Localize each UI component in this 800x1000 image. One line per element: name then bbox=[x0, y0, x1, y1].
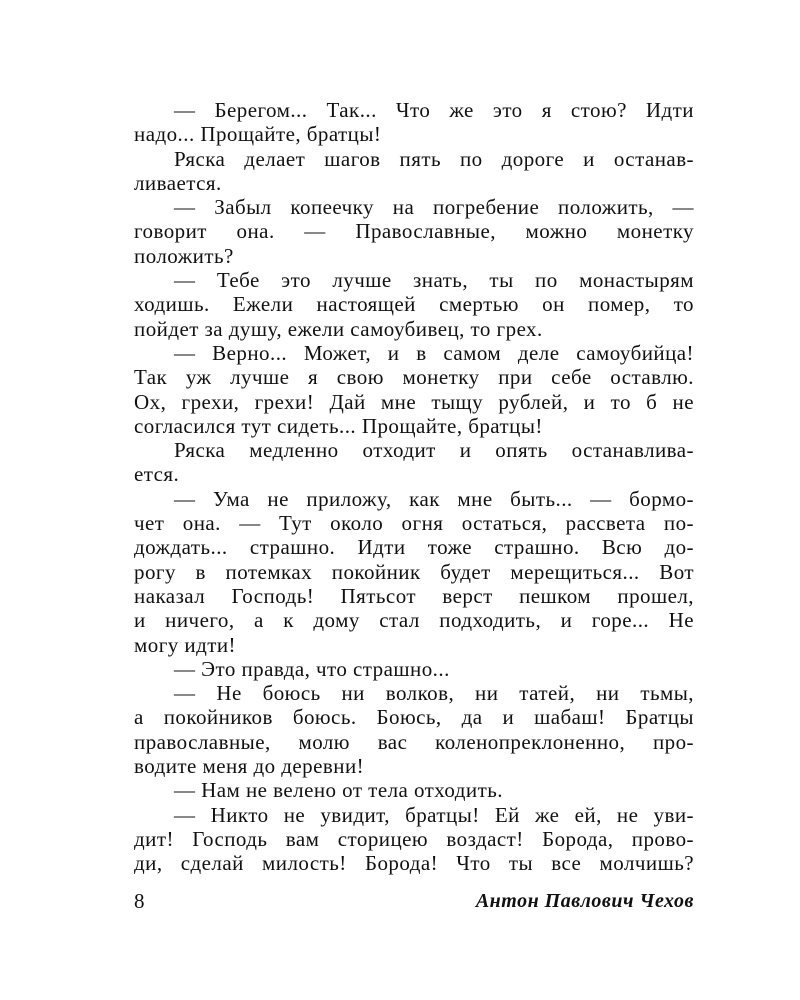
text-line: и ничего, а к дому стал подходить, и горе... Не bbox=[134, 608, 694, 633]
page-body bbox=[134, 98, 694, 876]
text-line: согласился тут сидеть... Прощайте, братцы! bbox=[134, 413, 543, 438]
text-line: — Тебе это лучше знать, ты по монастырям bbox=[174, 268, 694, 293]
text-line: могу идти! bbox=[134, 632, 236, 657]
text-line: — Забыл копеечку на погребение положить, — bbox=[174, 195, 694, 220]
text-line: водите меня до деревни! bbox=[134, 754, 365, 779]
text-line: надо... Прощайте, братцы! bbox=[134, 122, 382, 147]
running-title: Антон Павлович Чехов bbox=[475, 890, 694, 912]
text-line: дит! Господь вам сторицею воздаст! Борода, прово- bbox=[134, 826, 694, 851]
page-footer bbox=[134, 888, 694, 914]
text-line: чет она. — Тут около огня остаться, рассвета по- bbox=[134, 511, 694, 536]
page-number: 8 bbox=[134, 889, 145, 913]
text-line: пойдет за душу, ежели самоубивец, то грех. bbox=[134, 316, 543, 341]
text-line: — Нам не велено от тела отходить. bbox=[174, 778, 503, 803]
text-line: ется. bbox=[134, 462, 180, 487]
text-line: а покойников боюсь. Боюсь, да и шабаш! Братцы bbox=[134, 705, 694, 730]
text-line: говорит она. — Православные, можно монетку bbox=[134, 219, 694, 244]
text-line: — Берегом... Так... Что же это я стою? Идти bbox=[174, 98, 694, 122]
text-line: Ох, грехи, грехи! Дай мне тыщу рублей, и то б не bbox=[134, 389, 694, 414]
text-line: православные, молю вас коленопреклоненно, про- bbox=[134, 729, 694, 754]
text-line: Ряска медленно отходит и опять останавлива- bbox=[174, 438, 694, 463]
text-line: ливается. bbox=[134, 170, 222, 195]
text-line: ходишь. Ежели настоящей смертью он помер, то bbox=[134, 292, 694, 317]
text-line: — Ума не приложу, как мне быть... — бормо- bbox=[174, 486, 694, 511]
text-line: рогу в потемках покойник будет мерещиться... Вот bbox=[134, 559, 694, 584]
text-line: дождать... страшно. Идти тоже страшно. Всю до- bbox=[134, 535, 694, 560]
text-line: — Это правда, что страшно... bbox=[174, 656, 450, 681]
text-line: наказал Господь! Пятьсот верст пешком прошел, bbox=[134, 583, 694, 608]
text-line: — Верно... Может, и в самом деле самоубийца! bbox=[174, 340, 694, 365]
text-line: Так уж лучше я свою монетку при себе оставлю. bbox=[134, 365, 694, 390]
text-line: ди, сделай милость! Борода! Что ты все молчишь? bbox=[134, 851, 694, 876]
text-line: — Не боюсь ни волков, ни татей, ни тьмы, bbox=[174, 681, 694, 706]
text-line: — Никто не увидит, братцы! Ей же ей, не уви- bbox=[174, 802, 694, 827]
text-line: Ряска делает шагов пять по дороге и останав- bbox=[174, 146, 694, 171]
text-line: положить? bbox=[134, 243, 234, 268]
